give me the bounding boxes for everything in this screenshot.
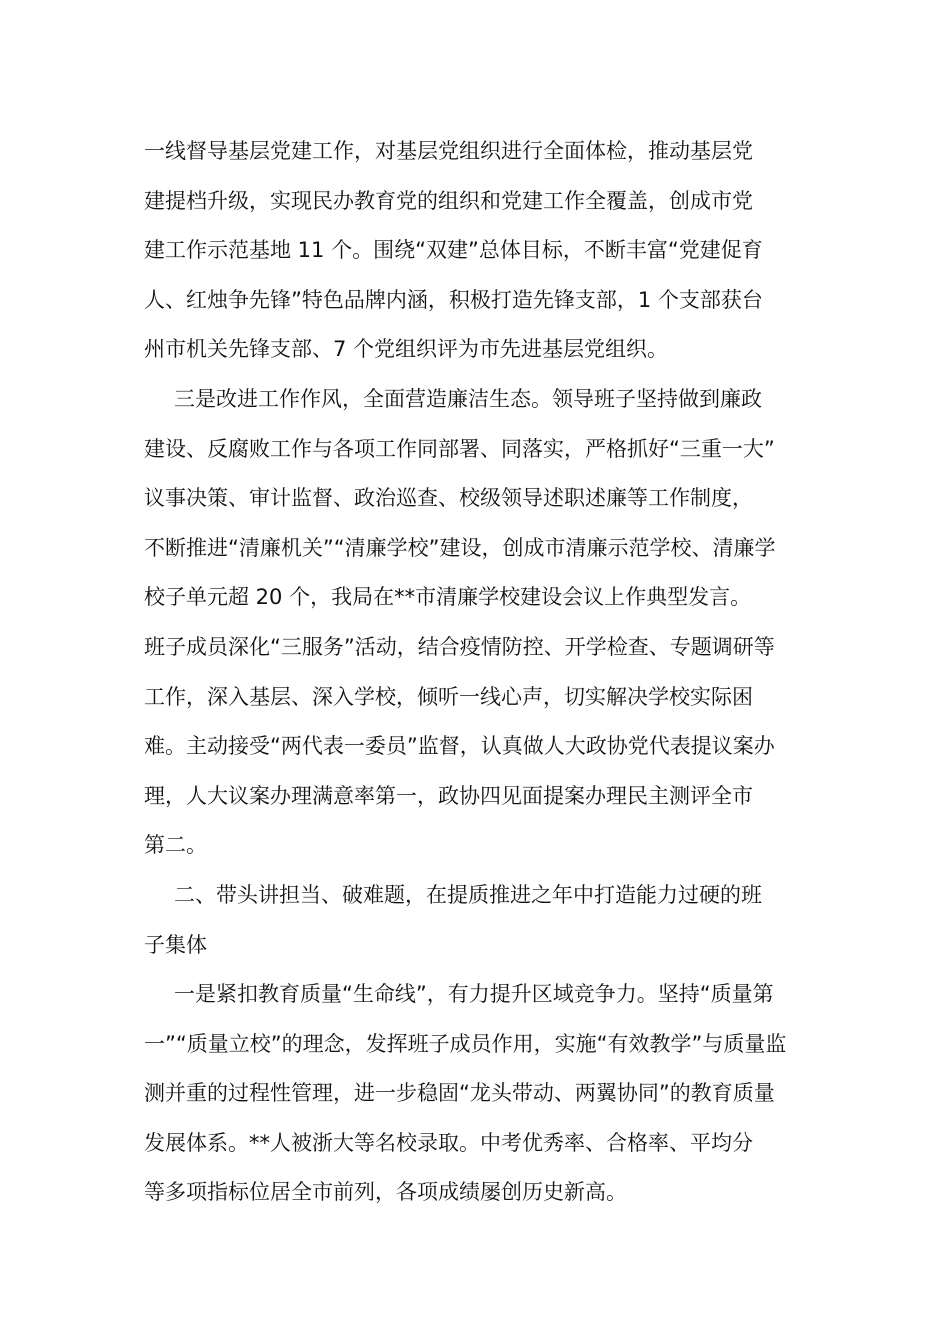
text-line: 三是改进工作作风，全面营造廉洁生态。领导班子坚持做到廉政	[174, 386, 762, 411]
text-line: 发展体系。**人被浙大等名校录取。中考优秀率、合格率、平均分	[144, 1130, 753, 1155]
section-heading	[144, 871, 808, 970]
document-body	[144, 127, 808, 1218]
text-line: 二、带头讲担当、破难题，在提质推进之年中打造能力过硬的班	[174, 882, 762, 907]
text-line: 人、红烛争先锋”特色品牌内涵，积极打造先锋支部，1 个支部获台	[144, 287, 763, 312]
text-line: 难。主动接受“两代表一委员”监督，认真做人大政协党代表提议案办	[144, 734, 775, 759]
text-line: 工作，深入基层、深入学校，倾听一线心声，切实解决学校实际困	[144, 684, 753, 709]
text-line: 不断推进“清廉机关”“清廉学校”建设，创成市清廉示范学校、清廉学	[144, 535, 776, 560]
text-line: 州市机关先锋支部、7 个党组织评为市先进基层党组织。	[144, 337, 669, 362]
text-line: 建设、反腐败工作与各项工作同部署、同落实，严格抓好“三重一大”	[144, 436, 775, 461]
text-line: 建工作示范基地 11 个。围绕“双建”总体目标，不断丰富“党建促育	[144, 238, 763, 263]
text-line: 子集体	[144, 932, 207, 957]
text-line: 一是紧扣教育质量“生命线”，有力提升区域竞争力。坚持“质量第	[174, 982, 774, 1007]
text-line: 一”“质量立校”的理念，发挥班子成员作用，实施“有效教学”与质量监	[144, 1031, 787, 1056]
paragraph-education-quality	[144, 970, 808, 1218]
text-line: 校子单元超 20 个，我局在**市清廉学校建设会议上作典型发言。	[144, 585, 752, 610]
text-line: 班子成员深化“三服务”活动，结合疫情防控、开学检查、专题调研等	[144, 634, 775, 659]
paragraph-work-style	[144, 375, 808, 871]
text-line: 一线督导基层党建工作，对基层党组织进行全面体检，推动基层党	[144, 139, 753, 163]
text-line: 议事决策、审计监督、政治巡查、校级领导述职述廉等工作制度，	[144, 486, 753, 511]
text-line: 建提档升级，实现民办教育党的组织和党建工作全覆盖，创成市党	[144, 188, 753, 213]
text-line: 等多项指标位居全市前列，各项成绩屡创历史新高。	[144, 1180, 627, 1205]
text-line: 第二。	[144, 833, 207, 858]
text-line: 理，人大议案办理满意率第一，政协四见面提案办理民主测评全市	[144, 783, 753, 808]
paragraph-party-building	[144, 127, 808, 375]
text-line: 测并重的过程性管理，进一步稳固“龙头带动、两翼协同”的教育质量	[144, 1081, 775, 1106]
